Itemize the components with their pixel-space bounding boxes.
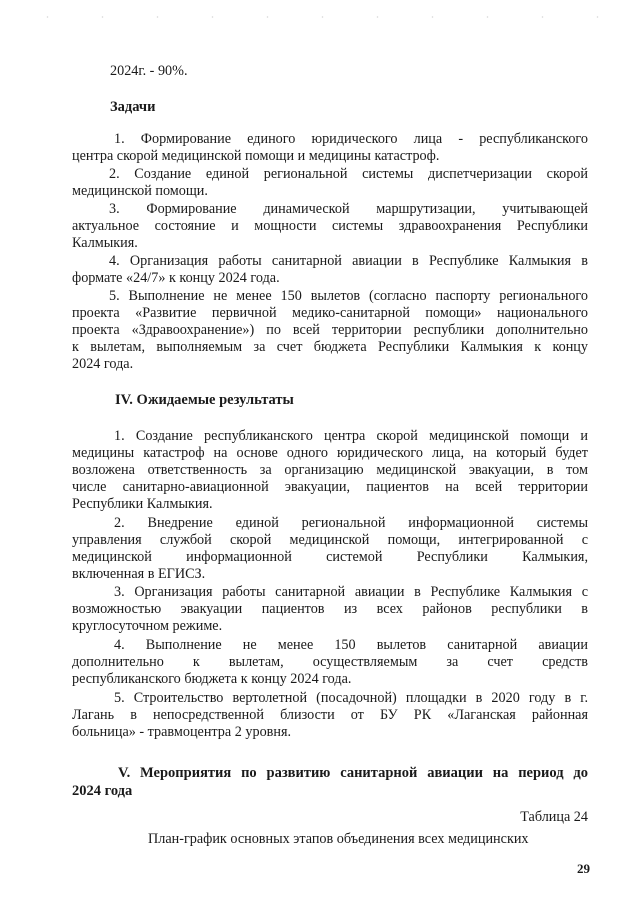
scan-artifact-dots <box>20 14 620 20</box>
result-1-line-3: возложена ответственность за организацию медицинской эвакуации, в том <box>72 462 588 478</box>
tasks-heading: Задачи <box>110 99 156 115</box>
task-5-line-3: проекта «Здравоохранение») по всей территории республики дополнительно <box>72 322 588 338</box>
task-5-line-4: к вылетам, выполняемым за счет бюджета Республики Калмыкия к концу <box>72 339 588 355</box>
intro-line: 2024г. - 90%. <box>110 63 188 79</box>
task-4-line-2: формате «24/7» к концу 2024 года. <box>72 270 280 286</box>
task-5-line-5: 2024 года. <box>72 356 134 372</box>
result-1-line-2: медицины катастроф на основе одного юридического лица, на который будет <box>72 445 588 461</box>
result-5-line-1: 5. Строительство вертолетной (посадочной) площадки в 2020 году в г. <box>114 690 588 706</box>
result-1-line-1: 1. Создание республиканского центра скорой медицинской помощи и <box>114 428 588 444</box>
result-4-line-1: 4. Выполнение не менее 150 вылетов санитарной авиации <box>114 637 588 653</box>
task-1-line-1: 1. Формирование единого юридического лица - республиканского <box>114 131 588 147</box>
task-4-line-1: 4. Организация работы санитарной авиации в Республике Калмыкия в <box>109 253 588 269</box>
section-v-heading-line-2: 2024 года <box>72 783 133 799</box>
table-title: План-график основных этапов объединения всех медицинских <box>148 831 529 847</box>
result-4-line-3: республиканского бюджета к концу 2024 года. <box>72 671 352 687</box>
task-1-line-2: центра скорой медицинской помощи и медицины катастроф. <box>72 148 440 164</box>
result-2-line-1: 2. Внедрение единой региональной информационной системы <box>114 515 588 531</box>
task-3-line-2: актуальное состояние и мощности системы здравоохранения Республики <box>72 218 588 234</box>
result-4-line-2: дополнительно к вылетам, осуществляемым за счет средств <box>72 654 588 670</box>
section-v-heading-line-1: V. Мероприятия по развитию санитарной авиации на период до <box>118 765 588 781</box>
result-1-line-5: Республики Калмыкия. <box>72 496 213 512</box>
table-label: Таблица 24 <box>520 809 588 825</box>
result-3-line-2: возможностью эвакуации пациентов из всех районов республики в <box>72 601 588 617</box>
result-5-line-2: Лагань в непосредственной близости от БУ РК «Лаганская районная <box>72 707 588 723</box>
section-iv-heading: IV. Ожидаемые результаты <box>115 392 294 408</box>
task-3-line-3: Калмыкия. <box>72 235 138 251</box>
result-2-line-2: управления службой скорой медицинской помощи, интегрированной с <box>72 532 588 548</box>
task-2-line-2: медицинской помощи. <box>72 183 208 199</box>
task-5-line-1: 5. Выполнение не менее 150 вылетов (согласно паспорту регионального <box>109 288 588 304</box>
result-5-line-3: больница» - травмоцентра 2 уровня. <box>72 724 292 740</box>
task-5-line-2: проекта «Развитие первичной медико-санитарной помощи» национального <box>72 305 588 321</box>
result-2-line-4: включенная в ЕГИСЗ. <box>72 566 206 582</box>
page-number: 29 <box>577 861 590 876</box>
result-3-line-3: круглосуточном режиме. <box>72 618 223 634</box>
result-2-line-3: медицинской информационной системой Республики Калмыкия, <box>72 549 588 565</box>
result-3-line-1: 3. Организация работы санитарной авиации в Республике Калмыкия с <box>114 584 588 600</box>
task-3-line-1: 3. Формирование динамической маршрутизации, учитывающей <box>109 201 588 217</box>
result-1-line-4: числе санитарно-авиационной эвакуации, пациентов на всей территории <box>72 479 588 495</box>
task-2-line-1: 2. Создание единой региональной системы диспетчеризации скорой <box>109 166 588 182</box>
